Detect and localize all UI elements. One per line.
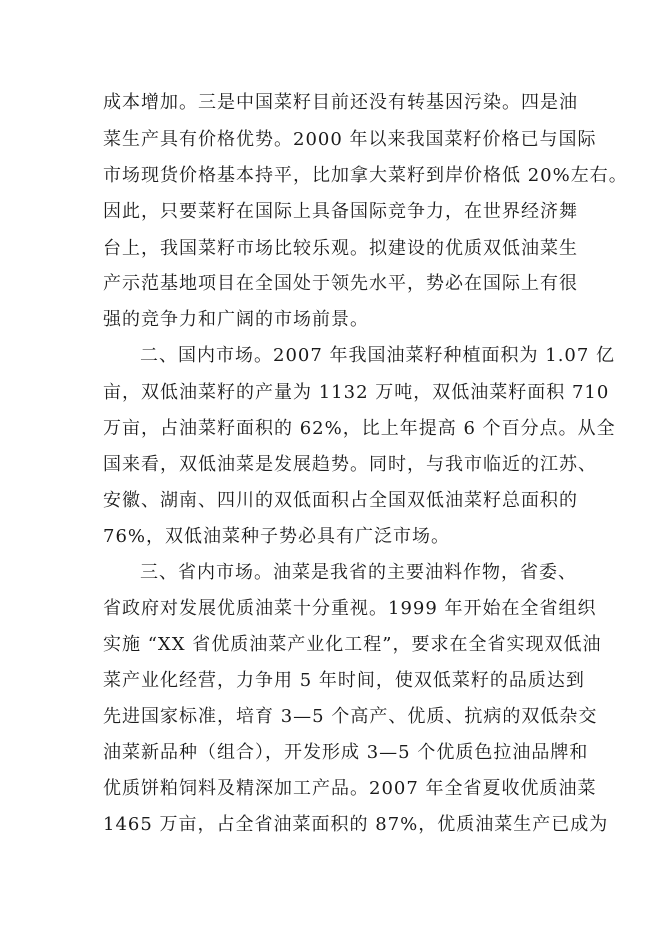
text-line: 省政府对发展优质油菜十分重视。1999 年开始在全省组织 <box>103 598 597 619</box>
text-line: 台上，我国菜籽市场比较乐观。拟建设的优质双低油菜生 <box>103 238 578 259</box>
text-line: 菜产业化经营，力争用 5 年时间，使双低菜籽的品质达到 <box>103 670 585 691</box>
text-line: 菜生产具有价格优势。2000 年以来我国菜籽价格已与国际 <box>103 129 597 150</box>
text-line: 优质饼粕饲料及精深加工产品。2007 年全省夏收优质油菜 <box>103 778 597 799</box>
text-line: 强的竞争力和广阔的市场前景。 <box>103 309 369 330</box>
text-line: 成本增加。三是中国菜籽目前还没有转基因污染。四是油 <box>103 92 578 113</box>
text-line: 市场现货价格基本持平，比加拿大菜籽到岸价格低 20%左右。 <box>103 165 628 186</box>
text-line: 实施 “XX 省优质油菜产业化工程”，要求在全省实现双低油 <box>103 634 602 655</box>
text-line: 国来看，双低油菜是发展趋势。同时，与我市临近的江苏、 <box>103 454 597 475</box>
text-line: 万亩，占油菜籽面积的 62%，比上年提高 6 个百分点。从全 <box>103 418 616 439</box>
text-line: 1465 万亩，占全省油菜面积的 87%，优质油菜生产已成为 <box>103 814 609 835</box>
text-line: 油菜新品种（组合），开发形成 3—5 个优质色拉油品牌和 <box>103 742 589 763</box>
paragraph-start-provincial-market: 三、省内市场。油菜是我省的主要油料作物，省委、 <box>140 562 577 583</box>
text-line: 76%，双低油菜种子势必具有广泛市场。 <box>103 526 451 547</box>
text-line: 安徽、湖南、四川的双低面积占全国双低油菜籽总面积的 <box>103 490 578 511</box>
paragraph-start-domestic-market: 二、国内市场。2007 年我国油菜籽种植面积为 1.07 亿 <box>140 345 616 366</box>
text-line: 先进国家标准，培育 3—5 个高产、优质、抗病的双低杂交 <box>103 706 598 727</box>
text-line: 产示范基地项目在全国处于领先水平，势必在国际上有很 <box>103 273 578 294</box>
text-line: 因此，只要菜籽在国际上具备国际竞争力，在世界经济舞 <box>103 201 578 222</box>
text-line: 亩，双低油菜籽的产量为 1132 万吨，双低油菜籽面积 710 <box>103 382 610 403</box>
